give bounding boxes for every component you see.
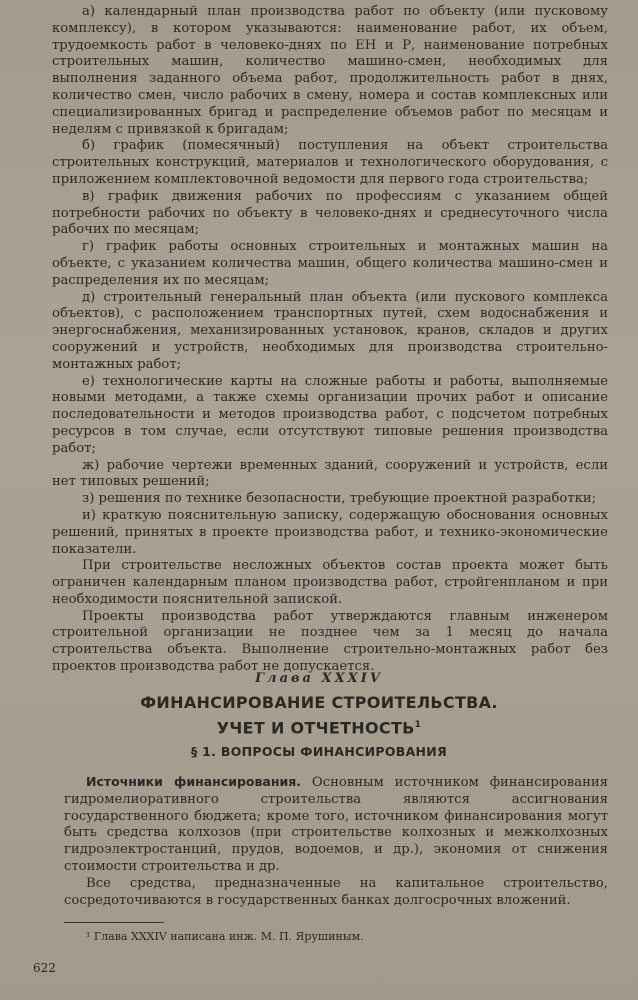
body-text [52, 4, 608, 676]
section-text [64, 774, 608, 909]
footnote-marker: 1 [414, 720, 422, 730]
paragraph-zh: ж) рабочие чертежи временных зданий, сооружений и устройств, если нет типовых решений; [52, 457, 608, 490]
paragraph-i: и) краткую пояснительную записку, содержащую обоснования основных решений, принятых в проекте производства работ, и технико-экономические показатели. [52, 507, 608, 557]
footnote-divider [64, 922, 164, 923]
paragraph-g: г) график работы основных строительных и монтажных машин на объекте, с указанием количества машин, общего количества машино-смен и распределения их по месяцам; [52, 239, 608, 288]
paragraph-b: б) график (помесячный) поступления на объект строительства строительных конструкций, материалов и технологического оборудования, с приложением комплектовочной ведомости для первого года строительства; [52, 138, 608, 187]
section-title: § 1. ВОПРОСЫ ФИНАНСИРОВАНИЯ [190, 744, 447, 759]
paragraph-text: Основным источником финансирования гидромелиоративного строительства являются ассигнования государственного бюджета; кроме того, источником финансирования могут быть средства колхозов (при строительстве колхозных и межколхозных гидроэлектростанций, прудов, водоемов, и др.), экономия от снижения стоимости строительства и др. [64, 775, 608, 874]
paragraph-funding-sources [64, 774, 608, 876]
chapter-title [0, 692, 638, 739]
footnote: ¹ Глава XXXIV написана инж. М. П. Ярушиным. [86, 930, 364, 943]
chapter-title-line2-wrap [0, 714, 638, 739]
paragraph-v: в) график движения рабочих по профессиям с указанием общей потребности рабочих по объекту в человеко-днях и среднесуточного числа рабочих по месяцам; [52, 188, 608, 238]
paragraph-lead: Источники финансирования. [86, 774, 302, 789]
paragraph-e: е) технологические карты на сложные работы и работы, выполняемые новыми методами, а также схемы организации прочих работ и описание последовательности и методов производства работ, с подсчетом потребных ресурсов в том случае, если отсутствуют типовые решения производства работ; [52, 373, 608, 456]
chapter-title-line1: ФИНАНСИРОВАНИЕ СТРОИТЕЛЬСТВА. [140, 693, 498, 712]
paragraph-funds [64, 876, 608, 910]
paragraph-z: з) решения по технике безопасности, требующие проектной разработки; [82, 491, 597, 507]
paragraph-a: а) календарный план производства работ по объекту (или пусковому комплексу), в котором указываются: наименование работ, их объем, трудоемкость работ в человеко-днях по ЕН и Р, наименование потребных строительных машин, количество машино-смен, необходимых для выполнения заданного объема работ, продолжительность работ в днях, количество смен, число рабочих в смену, номера и состав комплексных или специализированных бригад и распределение объемов работ по месяцам и неделям с привязкой к бригадам; [52, 4, 608, 137]
paragraph-approval: Проекты производства работ утверждаются главным инженером строительной организации не позднее чем за 1 месяц до начала строительства объекта. Выполнение строительно-монтажных работ без проектов производства работ не допускается. [52, 608, 608, 675]
chapter-label: Глава XXXIV [255, 671, 383, 686]
paragraph-d: д) строительный генеральный план объекта (или пускового комплекса объектов), с расположением транспортных путей, схем водоснабжения и энергоснабжения, механизированных установок, кранов, складов и других сооружений и устройств, необходимых для производства строительно-монтажных работ; [52, 289, 608, 372]
paragraph-text: Все средства, предназначенные на капитальное строительство, сосредоточиваются в государственных банках долгосрочных вложений. [64, 875, 608, 908]
paragraph-simple-objects: При строительстве несложных объектов состав проекта может быть ограничен календарным планом производства работ, стройгенпланом и при необходимости пояснительной запиской. [52, 558, 608, 607]
page-number: 622 [33, 961, 56, 975]
chapter-title-line2: УЧЕТ И ОТЧЕТНОСТЬ [216, 718, 415, 738]
